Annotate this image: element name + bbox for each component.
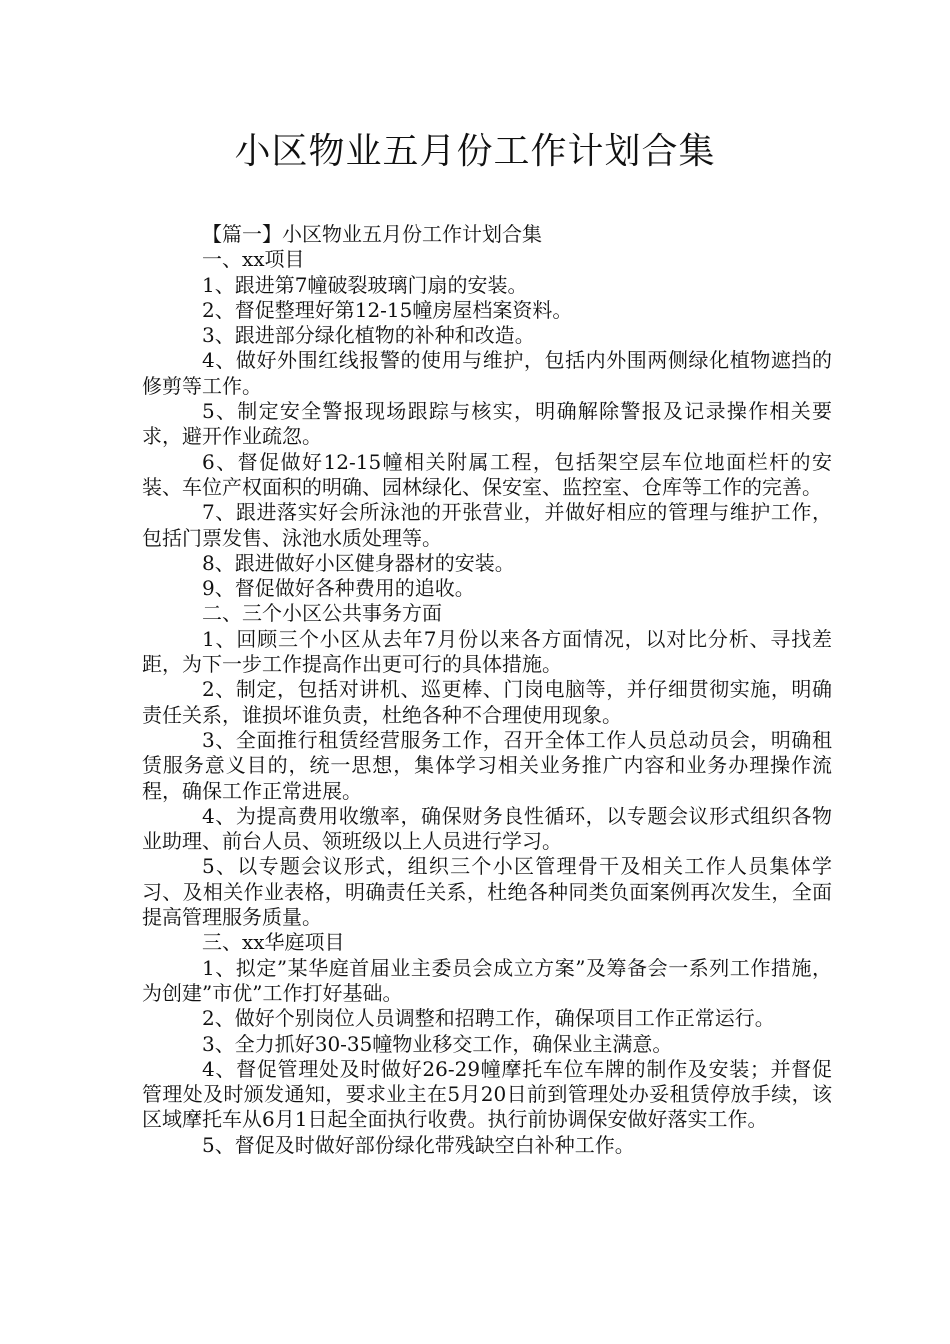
paragraph: 5、以专题会议形式，组织三个小区管理骨干及相关工作人员集体学习、及相关作业表格，明确责任关系，杜绝各种同类负面案例再次发生，全面提高管理服务质量。 xyxy=(142,854,832,930)
paragraph: 1、跟进第7幢破裂玻璃门扇的安装。 xyxy=(202,272,528,297)
paragraph: 7、跟进落实好会所泳池的开张营业，并做好相应的管理与维护工作，包括门票发售、泳池水质处理等。 xyxy=(142,500,832,550)
paragraph: 5、制定安全警报现场跟踪与核实，明确解除警报及记录操作相关要求，避开作业疏忽。 xyxy=(142,399,832,449)
paragraph: 3、全力抓好30-35幢物业移交工作，确保业主满意。 xyxy=(202,1031,673,1056)
paragraph: 9、督促做好各种费用的追收。 xyxy=(202,576,475,601)
paragraph: 4、做好外围红线报警的使用与维护，包括内外围两侧绿化植物遮挡的修剪等工作。 xyxy=(142,348,832,398)
paragraph: 【篇一】小区物业五月份工作计划合集 xyxy=(202,222,542,246)
paragraph: 2、制定，包括对讲机、巡更棒、门岗电脑等，并仔细贯彻实施，明确责任关系，谁损坏谁负责，杜绝各种不合理使用现象。 xyxy=(142,677,832,727)
paragraph: 3、跟进部分绿化植物的补种和改造。 xyxy=(202,323,535,348)
paragraph: 2、做好个别岗位人员调整和招聘工作，确保项目工作正常运行。 xyxy=(202,1006,775,1031)
paragraph: 5、督促及时做好部份绿化带残缺空白补种工作。 xyxy=(202,1132,635,1157)
paragraph: 一、xx项目 xyxy=(202,247,305,272)
paragraph: 1、拟定”某华庭首届业主委员会成立方案”及筹备会一系列工作措施，为创建”市优”工作打好基础。 xyxy=(142,955,832,1005)
paragraph: 二、三个小区公共事务方面 xyxy=(202,601,442,626)
paragraph: 三、xx华庭项目 xyxy=(202,930,345,955)
paragraph: 8、跟进做好小区健身器材的安装。 xyxy=(202,550,515,575)
paragraph: 4、为提高费用收缴率，确保财务良性循环，以专题会议形式组织各物业助理、前台人员、领班级以上人员进行学习。 xyxy=(142,803,832,854)
paragraph: 2、督促整理好第12-15幢房屋档案资料。 xyxy=(202,297,573,322)
document-body xyxy=(142,222,832,1158)
paragraph: 3、全面推行租赁经营服务工作，召开全体工作人员总动员会，明确租赁服务意义目的，统一思想，集体学习相关业务推广内容和业务办理操作流程，确保工作正常进展。 xyxy=(142,727,832,803)
paragraph: 6、督促做好12-15幢相关附属工程，包括架空层车位地面栏杆的安装、车位产权面积的明确、园林绿化、保安室、监控室、仓库等工作的完善。 xyxy=(142,449,832,499)
paragraph: 1、回顾三个小区从去年7月份以来各方面情况，以对比分析、寻找差距，为下一步工作提高作出更可行的具体措施。 xyxy=(142,626,832,677)
paragraph: 4、督促管理处及时做好26-29幢摩托车位车牌的制作及安装；并督促管理处及时颁发通知，要求业主在5月20日前到管理处办妥租赁停放手续，该区域摩托车从6月1日起全面执行收费。执行前协调保安做好落实工作。 xyxy=(142,1056,832,1132)
document-title: 小区物业五月份工作计划合集 xyxy=(234,131,716,172)
